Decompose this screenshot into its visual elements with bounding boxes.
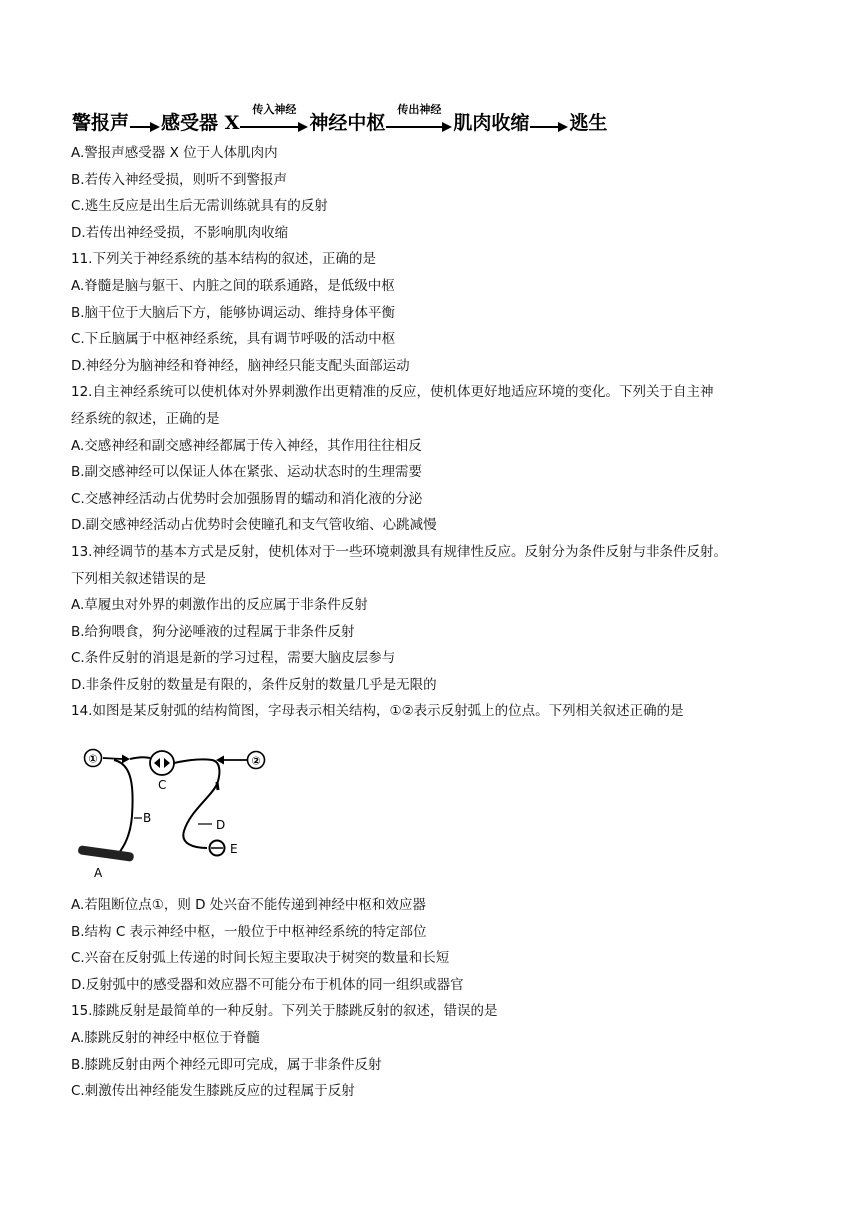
- text-line: C.条件反射的消退是新的学习过程，需要大脑皮层参与: [71, 650, 396, 667]
- question-stem: 14.如图是某反射弧的结构简图，字母表示相关结构，①②表示反射弧上的位点。下列相关叙述正确的是: [71, 703, 684, 720]
- label-c: C: [158, 778, 167, 792]
- text-line: C.下丘脑属于中枢神经系统，具有调节呼吸的活动中枢: [71, 331, 396, 348]
- text-line: A.脊髓是脑与躯干、内脏之间的联系通路，是低级中枢: [71, 277, 395, 294]
- text-line: B.若传入神经受损，则听不到警报声: [71, 171, 288, 188]
- afferent-nerve-label: 传入神经: [252, 103, 297, 116]
- center-c-shape: [150, 751, 174, 775]
- flow-node-receptor: 感受器 X: [161, 111, 240, 134]
- text-line: D.非条件反射的数量是有限的，条件反射的数量几乎是无限的: [71, 676, 437, 693]
- text-line: C.交感神经活动占优势时会加强肠胃的蠕动和消化液的分泌: [71, 490, 423, 507]
- point-1-label: ①: [88, 752, 98, 766]
- text-line: D.反射弧中的感受器和效应器不可能分布于机体的同一组织或器官: [71, 976, 464, 993]
- text-line: B.副交感神经可以保证人体在紧张、运动状态时的生理需要: [71, 464, 423, 481]
- question-text-block: [71, 140, 811, 725]
- text-line: A.草履虫对外界的刺激作出的反应属于非条件反射: [71, 597, 368, 614]
- reflex-arc-figure: [72, 746, 272, 880]
- text-line: B.给狗喂食，狗分泌唾液的过程属于非条件反射: [71, 623, 355, 640]
- receptor-a-shape: [78, 845, 135, 862]
- question-stem: 下列相关叙述错误的是: [71, 570, 206, 587]
- flow-node-escape: 逃生: [569, 111, 608, 134]
- text-line: B.结构 C 表示神经中枢，一般位于中枢神经系统的特定部位: [71, 923, 427, 940]
- question-stem: 12.自主神经系统可以使机体对外界刺激作出更精准的反应，使机体更好地适应环境的变化。下列关于自主神: [71, 384, 714, 401]
- text-line: B.膝跳反射由两个神经元即可完成，属于非条件反射: [71, 1056, 382, 1073]
- arrow-icon: [130, 116, 160, 136]
- label-a: A: [94, 866, 103, 880]
- question-stem: 11.下列关于神经系统的基本结构的叙述，正确的是: [71, 251, 376, 268]
- reflex-arc-diagram: [72, 746, 272, 880]
- question-stem: 13.神经调节的基本方式是反射，使机体对于一些环境刺激具有规律性反应。反射分为条件反射与非条件反射。: [71, 543, 727, 560]
- flow-arrow-efferent: [386, 104, 452, 138]
- reflex-flow-diagram: [72, 104, 607, 138]
- text-line: A.膝跳反射的神经中枢位于脊髓: [71, 1029, 260, 1046]
- text-line: A.警报声感受器 X 位于人体肌肉内: [71, 145, 278, 161]
- text-line: A.若阻断位点①，则 D 处兴奋不能传递到神经中枢和效应器: [71, 897, 426, 913]
- flow-arrow-plain: [530, 104, 568, 138]
- point-2-label: ②: [251, 754, 261, 768]
- arrow-icon: [386, 116, 452, 136]
- arrow-icon: [240, 116, 308, 136]
- text-line: D.神经分为脑神经和脊神经，脑神经只能支配头面部运动: [71, 357, 410, 374]
- flow-arrow-plain: [130, 104, 160, 138]
- question-text-block-2: [71, 892, 811, 1105]
- label-d: D: [216, 818, 226, 832]
- text-line: C.兴奋在反射弧上传递的时间长短主要取决于树突的数量和长短: [71, 950, 450, 967]
- efferent-nerve-label: 传出神经: [397, 103, 442, 116]
- label-b: B: [143, 811, 152, 825]
- label-e: E: [230, 842, 238, 856]
- text-line: C.逃生反应是出生后无需训练就具有的反射: [71, 198, 328, 215]
- text-line: D.副交感神经活动占优势时会使瞳孔和支气管收缩、心跳减慢: [71, 517, 437, 534]
- text-line: A.交感神经和副交感神经都属于传入神经，其作用往往相反: [71, 437, 422, 454]
- text-line: C.刺激传出神经能发生膝跳反应的过程属于反射: [71, 1083, 355, 1100]
- text-line: B.脑干位于大脑后下方，能够协调运动、维持身体平衡: [71, 304, 396, 321]
- question-stem: 15.膝跳反射是最简单的一种反射。下列关于膝跳反射的叙述，错误的是: [71, 1003, 498, 1020]
- flow-arrow-afferent: [240, 104, 308, 138]
- flow-node-alarm: 警报声: [72, 111, 130, 134]
- text-line: D.若传出神经受损，不影响肌肉收缩: [71, 224, 289, 241]
- flow-node-center: 神经中枢: [309, 111, 386, 134]
- arrow-icon: [530, 116, 568, 136]
- flow-node-muscle: 肌肉收缩: [453, 111, 530, 134]
- question-stem: 经系统的叙述，正确的是: [71, 410, 220, 427]
